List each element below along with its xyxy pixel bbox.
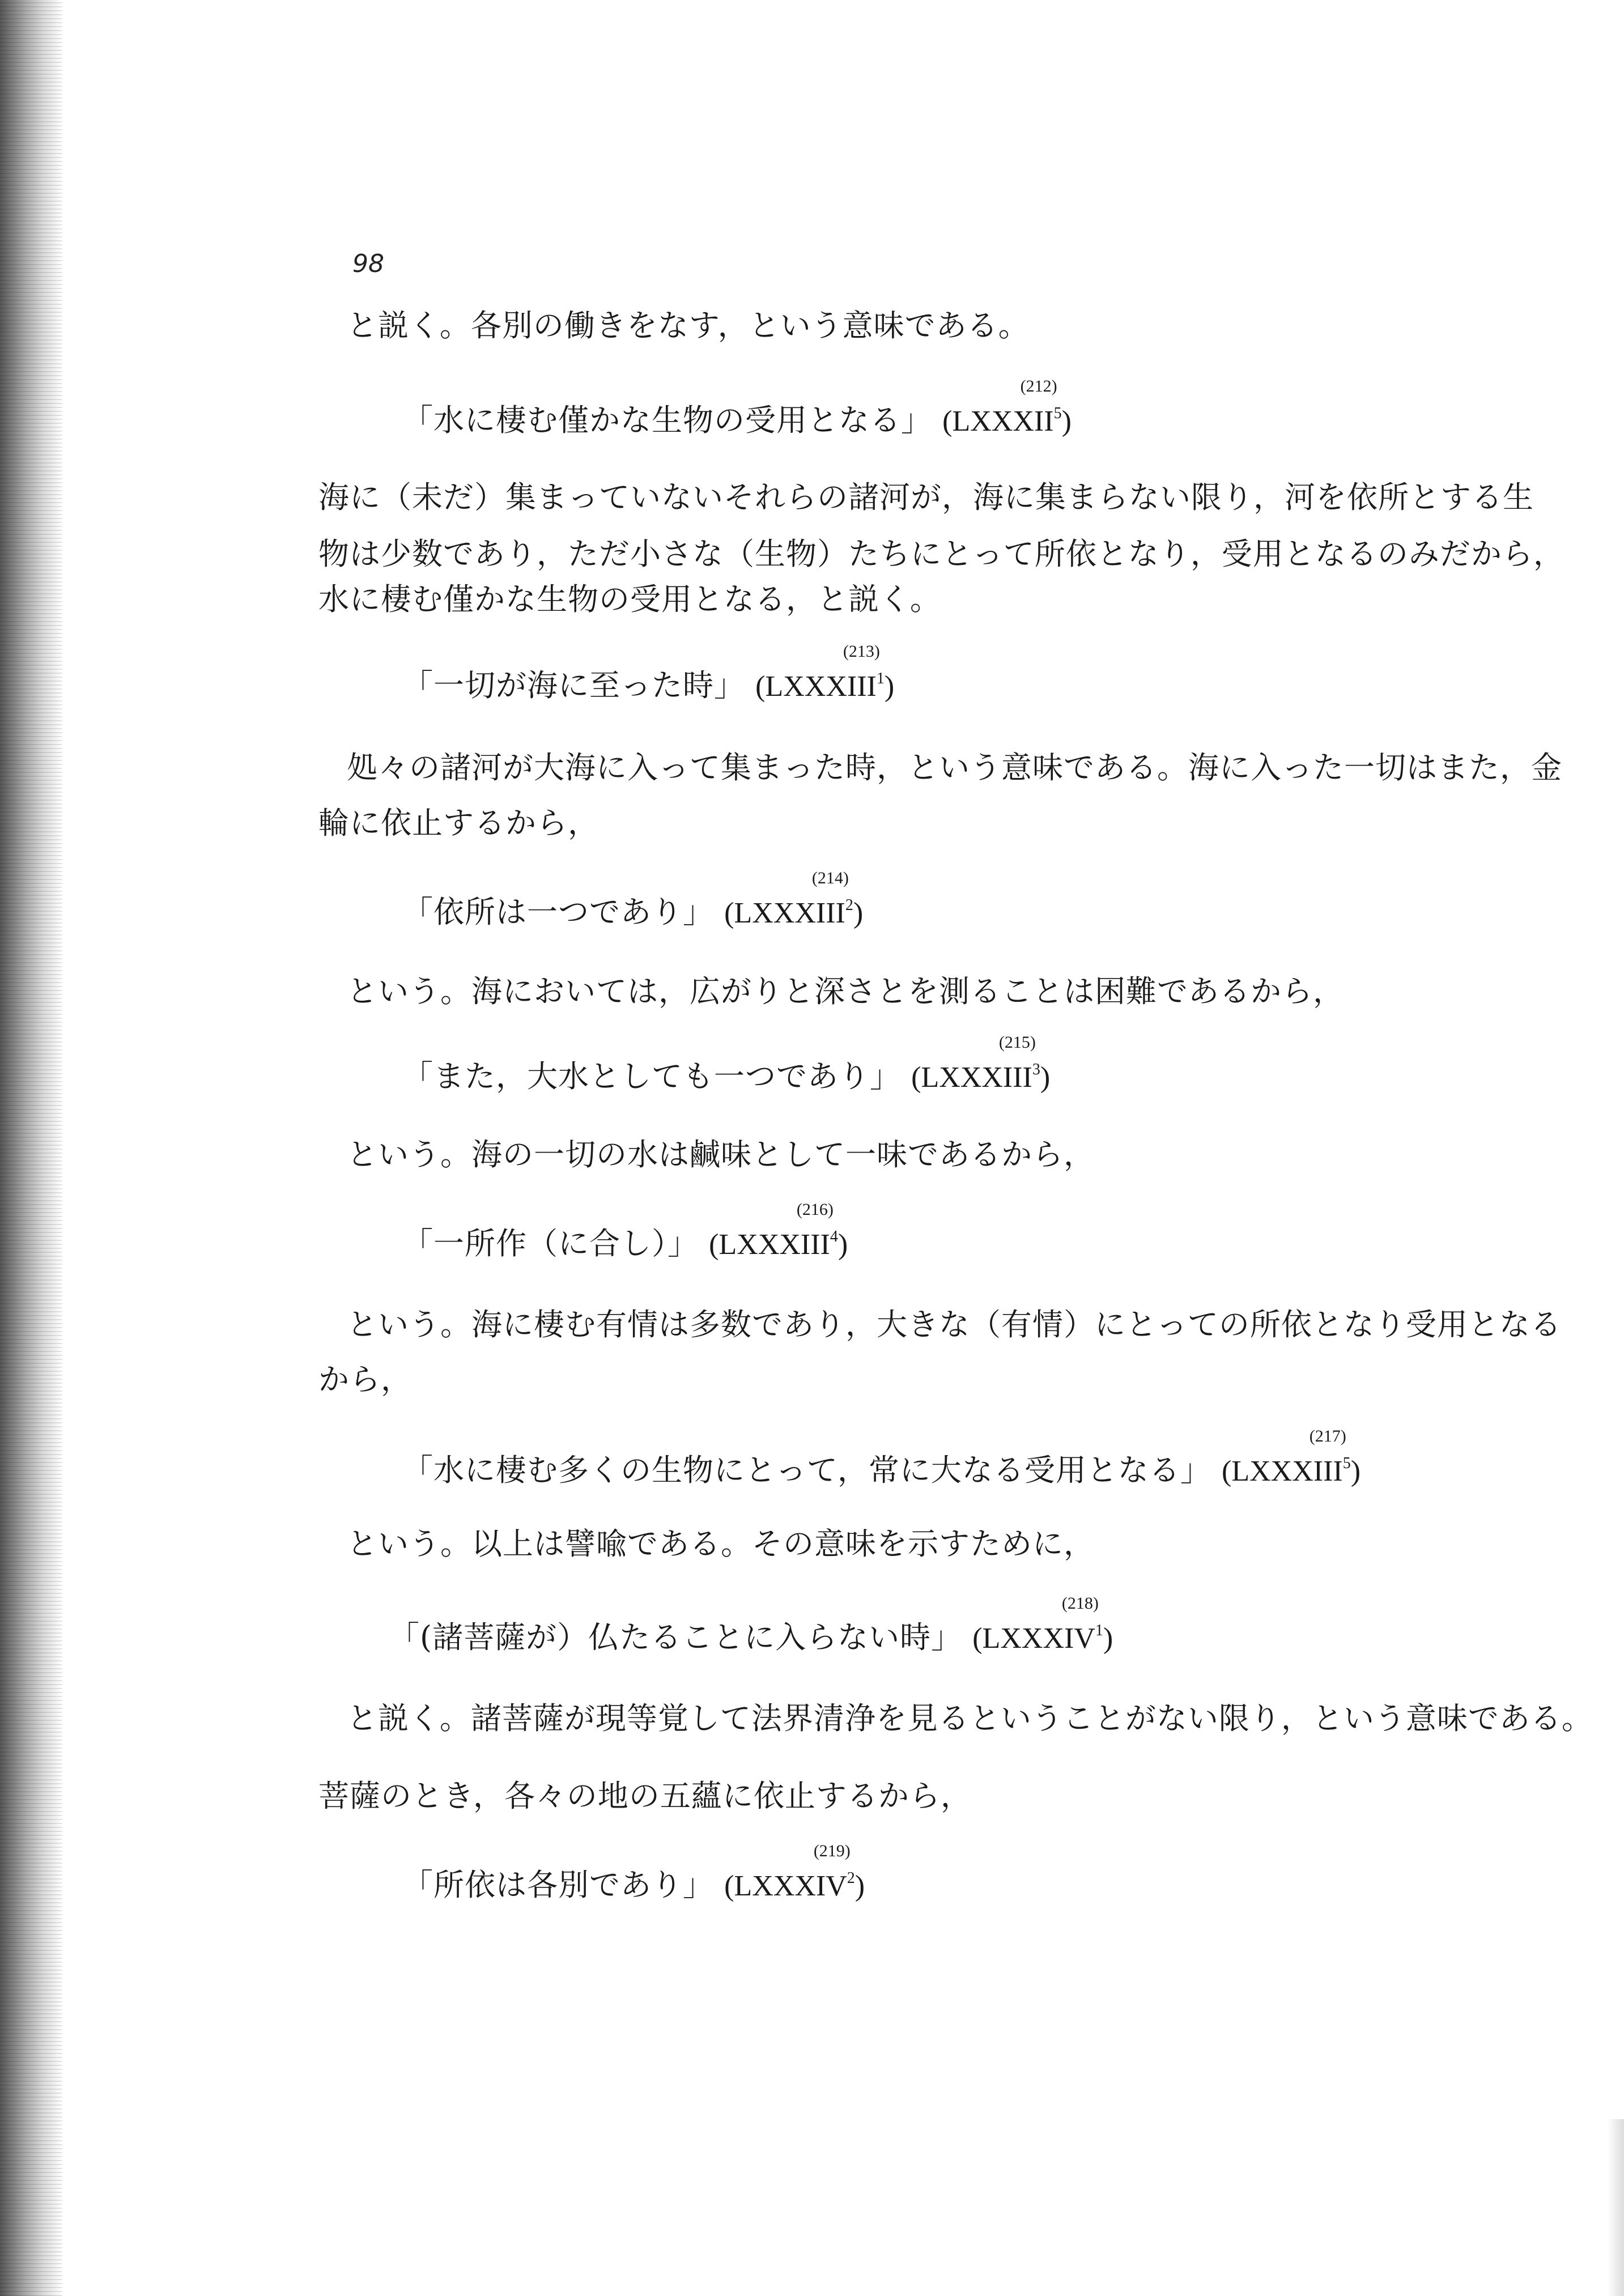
quote-text: 「(諸菩薩が）仏たることに入らない時」 bbox=[389, 1619, 963, 1655]
quoted-verse bbox=[402, 642, 895, 707]
note-number: (218) bbox=[1061, 1594, 1099, 1613]
quote-text: 「また，大水としても一つであり」 bbox=[402, 1058, 901, 1094]
note-number: (214) bbox=[811, 869, 849, 887]
body-line: という。以上は譬喩である。その意味を示すために， bbox=[347, 1526, 1095, 1562]
body-line: 処々の諸河が大海に入って集まった時，という意味である。海に入った一切はまた，金 bbox=[347, 750, 1562, 785]
verse-reference: (LXXXIII (217) $^5$) bbox=[1222, 1427, 1361, 1487]
body-line: と説く。各別の働きをなす，という意味である。 bbox=[347, 308, 1030, 343]
verse-reference: (LXXXIV (218) $^1$) bbox=[972, 1594, 1113, 1655]
verse-reference: (LXXXII (212) $^5$) bbox=[942, 377, 1072, 437]
note-number: (216) bbox=[796, 1200, 834, 1219]
verse-reference: (LXXXIII (213) $^1$) bbox=[755, 642, 895, 703]
body-line: と説く。諸菩薩が現等覚して法界清浄を見るということがない限り，という意味である。 bbox=[347, 1700, 1593, 1736]
quote-text: 「水に棲む僅かな生物の受用となる」 bbox=[402, 402, 932, 438]
quoted-verse bbox=[402, 1200, 848, 1265]
body-line: から， bbox=[318, 1362, 412, 1397]
quote-text: 「一所作（に合し）」 bbox=[402, 1226, 699, 1261]
body-line: 海に（未だ）集まっていないそれらの諸河が，海に集まらない限り，河を依所とする生 bbox=[318, 479, 1534, 515]
body-line: という。海においては，広がりと深さとを測ることは困難であるから， bbox=[347, 973, 1344, 1009]
quoted-verse bbox=[402, 869, 864, 933]
note-number: (215) bbox=[998, 1033, 1036, 1052]
verse-reference: (LXXXIV (219) $^2$) bbox=[724, 1842, 865, 1902]
quoted-verse bbox=[402, 1842, 865, 1906]
body-line: 物は少数であり，ただ小さな（生物）たちにとって所依となり，受用となるのみだから， bbox=[318, 536, 1565, 572]
body-line: という。海の一切の水は鹹味として一味であるから， bbox=[347, 1137, 1095, 1172]
quoted-verse bbox=[402, 1427, 1361, 1491]
scan-binding-shadow bbox=[0, 0, 62, 2296]
scan-edge-shadow bbox=[1607, 2119, 1624, 2296]
body-line: 輪に依止するから， bbox=[318, 805, 599, 841]
page-number: 98 bbox=[352, 249, 384, 278]
quote-text: 「依所は一つであり」 bbox=[402, 894, 714, 930]
quoted-verse bbox=[402, 1033, 1051, 1098]
note-number: (213) bbox=[843, 642, 880, 661]
body-line: という。海に棲む有情は多数であり，大きな（有情）にとっての所依となり受用となる bbox=[347, 1307, 1562, 1342]
quote-text: 「一切が海に至った時」 bbox=[402, 667, 745, 703]
quoted-verse bbox=[389, 1594, 1113, 1659]
verse-reference: (LXXXIII (216) $^4$) bbox=[709, 1200, 848, 1261]
quoted-verse bbox=[402, 377, 1072, 441]
note-number: (212) bbox=[1020, 377, 1057, 396]
verse-reference: (LXXXIII (214) $^2$) bbox=[724, 869, 864, 929]
note-number: (217) bbox=[1309, 1427, 1346, 1445]
quote-text: 「水に棲む多くの生物にとって，常に大なる受用となる」 bbox=[402, 1452, 1211, 1488]
quote-text: 「所依は各別であり」 bbox=[402, 1867, 714, 1903]
body-line: 菩薩のとき，各々の地の五蘊に依止するから， bbox=[318, 1778, 972, 1814]
note-number: (219) bbox=[813, 1842, 851, 1860]
body-line: 水に棲む僅かな生物の受用となる，と説く。 bbox=[318, 581, 941, 617]
verse-reference: (LXXXIII (215) $^3$) bbox=[911, 1033, 1051, 1094]
